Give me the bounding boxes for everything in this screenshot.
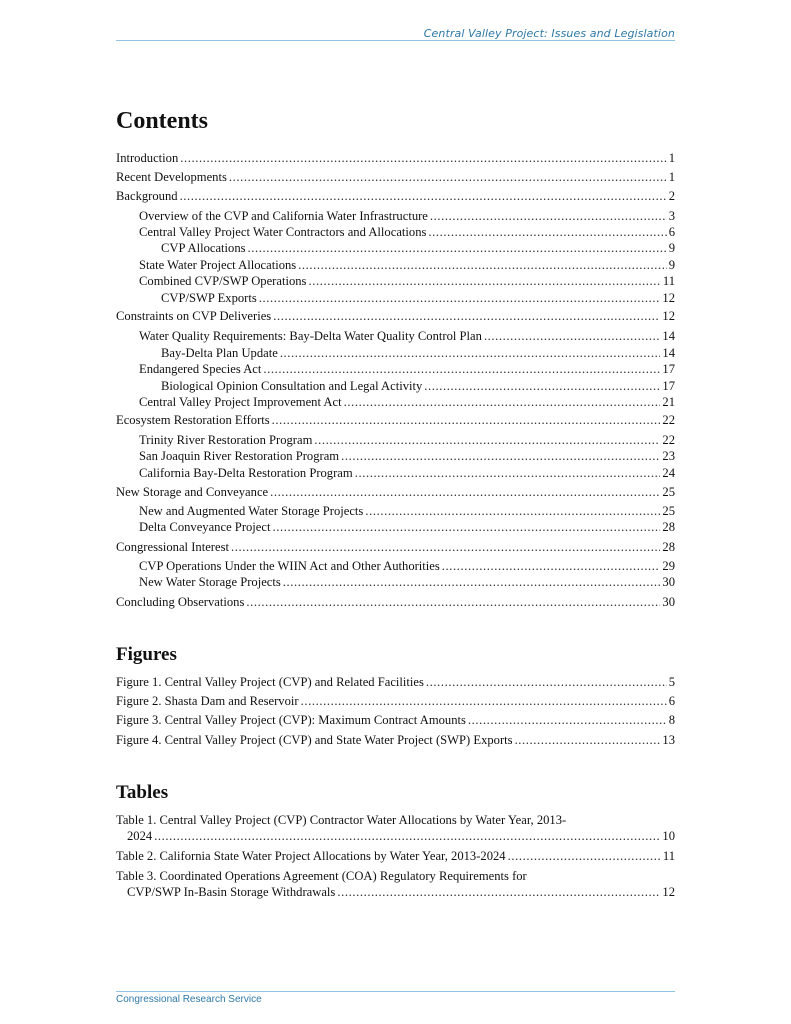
figure-entry-label: Figure 2. Shasta Dam and Reservoir (116, 694, 299, 708)
table-entry-page: 12 (662, 885, 675, 899)
leader-dots (229, 169, 667, 186)
toc-entry-biological-opinion[interactable] (116, 378, 675, 395)
leader-dots (308, 273, 660, 290)
toc-entry-label: Introduction (116, 151, 179, 165)
leader-dots (468, 712, 667, 729)
toc-entry-label: CVP Operations Under the WIIN Act and Other Authorities (139, 559, 440, 573)
toc-entry-label: CVP/SWP Exports (161, 291, 257, 305)
toc-entry-cvp-allocations[interactable] (116, 240, 675, 257)
toc-entry-page: 14 (662, 346, 675, 360)
toc-entry-label: Overview of the CVP and California Water Infrastructure (139, 209, 428, 223)
figure-entry-2[interactable] (116, 693, 675, 710)
leader-dots (273, 308, 660, 325)
toc-entry-water-contractors[interactable] (116, 224, 675, 241)
toc-entry-page: 1 (668, 151, 675, 165)
toc-entry-bay-delta-update[interactable] (116, 345, 675, 362)
toc-entry-page: 17 (662, 379, 675, 393)
leader-dots (365, 503, 660, 520)
leader-dots (231, 539, 660, 556)
toc-entry-background[interactable] (116, 188, 675, 205)
figure-entry-page: 5 (668, 675, 675, 689)
leader-dots (272, 412, 661, 429)
table-entry-label: 2024 (127, 829, 153, 843)
toc-entry-label: Congressional Interest (116, 540, 229, 554)
toc-entry-label: Water Quality Requirements: Bay-Delta Water Quality Control Plan (139, 329, 482, 343)
figures-heading: Figures (116, 644, 177, 665)
leader-dots (344, 394, 661, 411)
figure-entry-page: 8 (668, 713, 675, 727)
toc-entry-label: Central Valley Project Water Contractors and Allocations (139, 225, 427, 239)
leader-dots (337, 884, 660, 901)
toc-entry-label: California Bay-Delta Restoration Program (139, 466, 353, 480)
table-entry-3-line1[interactable]: Table 3. Coordinated Operations Agreement (COA) Regulatory Requirements for (116, 869, 527, 883)
leader-dots (154, 828, 660, 845)
toc-entry-page: 28 (662, 520, 675, 534)
toc-entry-label: Central Valley Project Improvement Act (139, 395, 342, 409)
toc-entry-label: Recent Developments (116, 170, 227, 184)
table-entry-page: 10 (662, 829, 675, 843)
toc-entry-page: 25 (662, 485, 675, 499)
toc-entry-cvp-swp-exports[interactable] (116, 290, 675, 307)
leader-dots (430, 208, 667, 225)
table-entry-label: CVP/SWP In-Basin Storage Withdrawals (127, 885, 336, 899)
toc-entry-label: New and Augmented Water Storage Projects (139, 504, 364, 518)
toc-entry-label: San Joaquin River Restoration Program (139, 449, 340, 463)
toc-entry-new-storage[interactable] (116, 484, 675, 501)
toc-entry-page: 29 (662, 559, 675, 573)
table-entry-3[interactable] (116, 884, 675, 901)
toc-entry-delta-conveyance[interactable] (116, 519, 675, 536)
toc-entry-page: 24 (662, 466, 675, 480)
leader-dots (426, 674, 667, 691)
figure-entry-3[interactable] (116, 712, 675, 729)
toc-entry-san-joaquin[interactable] (116, 448, 675, 465)
figure-entry-1[interactable] (116, 674, 675, 691)
toc-entry-page: 12 (662, 309, 675, 323)
toc-entry-label: CVP Allocations (161, 241, 246, 255)
toc-entry-label: New Storage and Conveyance (116, 485, 269, 499)
toc-entry-new-water-storage[interactable] (116, 574, 675, 591)
footer-rule (116, 991, 675, 992)
toc-entry-combined-operations[interactable] (116, 273, 675, 290)
toc-entry-cvpia[interactable] (116, 394, 675, 411)
toc-entry-page: 1 (668, 170, 675, 184)
toc-entry-page: 23 (662, 449, 675, 463)
toc-entry-page: 3 (668, 209, 675, 223)
toc-entry-swp-allocations[interactable] (116, 257, 675, 274)
figure-entry-page: 13 (662, 733, 675, 747)
toc-entry-label: Trinity River Restoration Program (139, 433, 313, 447)
leader-dots (263, 361, 660, 378)
leader-dots (508, 848, 661, 865)
header-rule (116, 40, 675, 41)
running-header-title: Central Valley Project: Issues and Legislation (423, 27, 675, 40)
leader-dots (272, 519, 660, 536)
leader-dots (248, 240, 667, 257)
toc-entry-label: Endangered Species Act (139, 362, 262, 376)
tables-heading: Tables (116, 782, 169, 803)
table-entry-page: 11 (662, 849, 675, 863)
footer-organization: Congressional Research Service (116, 994, 262, 1005)
toc-entry-page: 17 (662, 362, 675, 376)
toc-entry-page: 30 (662, 575, 675, 589)
toc-entry-page: 6 (668, 225, 675, 239)
toc-entry-overview-cvp[interactable] (116, 208, 675, 225)
toc-entry-introduction[interactable] (116, 150, 675, 167)
leader-dots (298, 257, 667, 274)
leader-dots (180, 188, 667, 205)
figure-entry-label: Figure 1. Central Valley Project (CVP) and Related Facilities (116, 675, 424, 689)
table-entry-1[interactable] (116, 828, 675, 845)
leader-dots (301, 693, 667, 710)
toc-entry-page: 2 (668, 189, 675, 203)
toc-entry-page: 21 (662, 395, 675, 409)
leader-dots (314, 432, 660, 449)
leader-dots (270, 484, 660, 501)
toc-entry-label: Ecosystem Restoration Efforts (116, 413, 270, 427)
leader-dots (180, 150, 666, 167)
table-entry-label: Table 2. California State Water Project Allocations by Water Year, 2013-2024 (116, 849, 506, 863)
leader-dots (259, 290, 661, 307)
leader-dots (428, 224, 666, 241)
figure-entry-label: Figure 4. Central Valley Project (CVP) and State Water Project (SWP) Exports (116, 733, 513, 747)
toc-entry-page: 25 (662, 504, 675, 518)
toc-entry-page: 28 (662, 540, 675, 554)
toc-entry-constraints[interactable] (116, 308, 675, 325)
toc-entry-label: Concluding Observations (116, 595, 245, 609)
leader-dots (484, 328, 660, 345)
toc-entry-label: Constraints on CVP Deliveries (116, 309, 272, 323)
toc-entry-page: 12 (662, 291, 675, 305)
toc-entry-calfed[interactable] (116, 465, 675, 482)
leader-dots (283, 574, 661, 591)
table-entry-1-line1[interactable]: Table 1. Central Valley Project (CVP) Contractor Water Allocations by Water Year, 2013- (116, 813, 567, 827)
toc-entry-recent-developments[interactable] (116, 169, 675, 186)
toc-entry-label: Background (116, 189, 178, 203)
toc-entry-esa[interactable] (116, 361, 675, 378)
toc-entry-page: 9 (668, 258, 675, 272)
leader-dots (341, 448, 660, 465)
toc-entry-wiin-act[interactable] (116, 558, 675, 575)
toc-entry-label: Biological Opinion Consultation and Legal Activity (161, 379, 423, 393)
toc-entry-water-quality[interactable] (116, 328, 675, 345)
figure-entry-4[interactable] (116, 732, 675, 749)
leader-dots (355, 465, 661, 482)
contents-heading: Contents (116, 108, 209, 134)
toc-entry-augmented-storage[interactable] (116, 503, 675, 520)
toc-entry-page: 9 (668, 241, 675, 255)
leader-dots (442, 558, 661, 575)
toc-entry-label: Delta Conveyance Project (139, 520, 271, 534)
toc-entry-congressional-interest[interactable] (116, 539, 675, 556)
figure-entry-label: Figure 3. Central Valley Project (CVP): Maximum Contract Amounts (116, 713, 466, 727)
toc-entry-label: Bay-Delta Plan Update (161, 346, 278, 360)
table-entry-2[interactable] (116, 848, 675, 865)
toc-entry-ecosystem-restoration[interactable] (116, 412, 675, 429)
toc-entry-label: State Water Project Allocations (139, 258, 297, 272)
toc-entry-concluding[interactable] (116, 594, 675, 611)
toc-entry-page: 22 (662, 433, 675, 447)
toc-entry-label: Combined CVP/SWP Operations (139, 274, 307, 288)
leader-dots (515, 732, 661, 749)
toc-entry-page: 14 (662, 329, 675, 343)
leader-dots (246, 594, 660, 611)
toc-entry-page: 22 (662, 413, 675, 427)
toc-entry-page: 11 (662, 274, 675, 288)
leader-dots (280, 345, 661, 362)
toc-entry-page: 30 (662, 595, 675, 609)
figure-entry-page: 6 (668, 694, 675, 708)
leader-dots (424, 378, 660, 395)
toc-entry-trinity-river[interactable] (116, 432, 675, 449)
toc-entry-label: New Water Storage Projects (139, 575, 281, 589)
